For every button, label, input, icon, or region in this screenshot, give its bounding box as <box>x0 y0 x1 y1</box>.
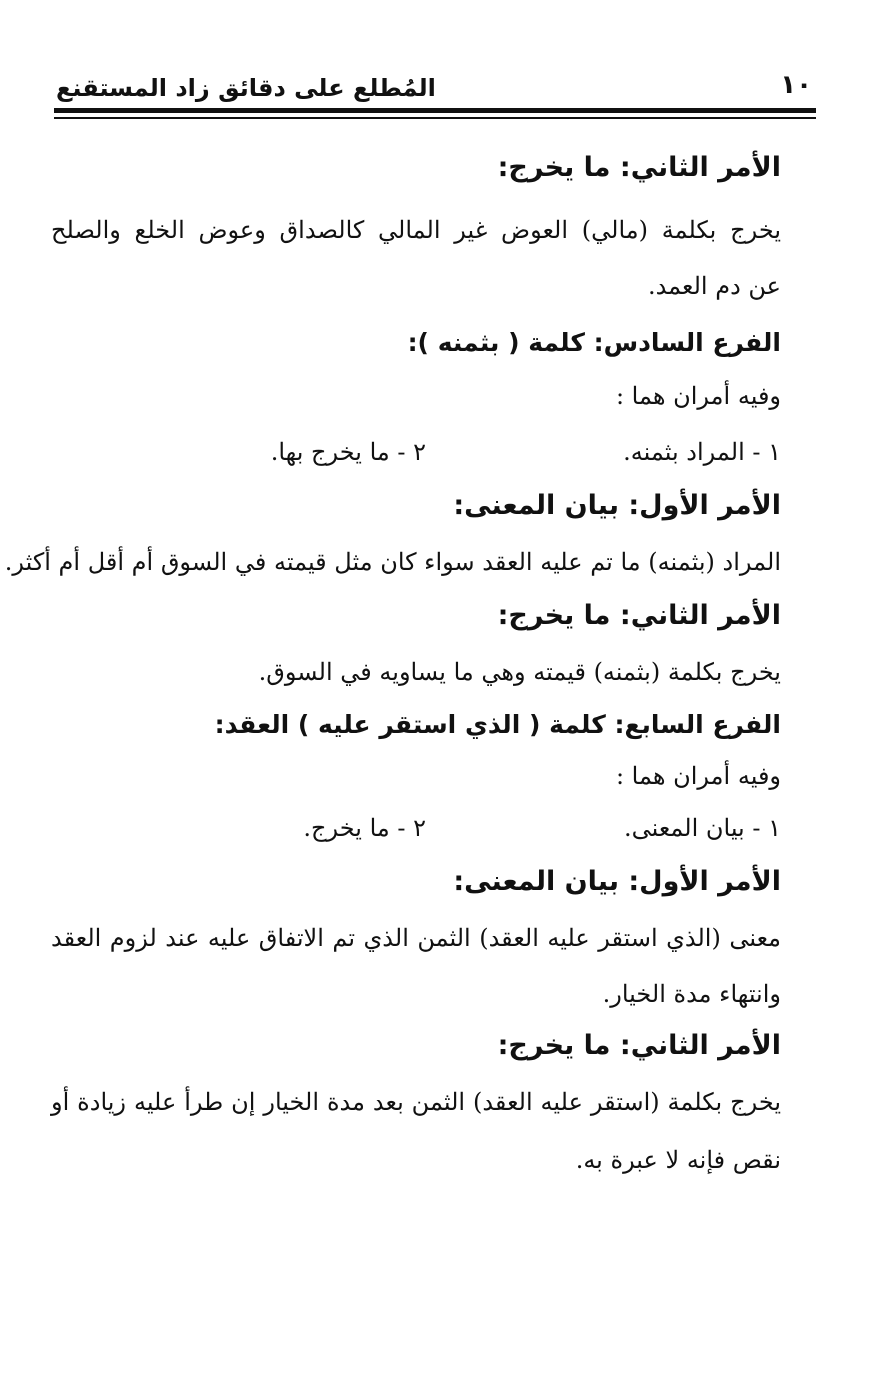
list-item: ١ - بيان المعنى. <box>623 814 781 842</box>
list-item: ١ - المراد بثمنه. <box>623 438 781 466</box>
paragraph-line: يخرج بكلمة (مالي) العوض غير المالي كالصداق وعوض الخلع والصلح <box>51 216 781 244</box>
page-number: ١٠ <box>780 70 812 100</box>
branch-seven-title: الفرع السابع: كلمة ( الذي استقر عليه ) العقد: <box>214 710 781 739</box>
list-item: ٢ - ما يخرج بها. <box>270 438 426 466</box>
branch-seven-intro: وفيه أمران هما : <box>615 762 781 790</box>
branch-six-intro: وفيه أمران هما : <box>615 382 781 410</box>
section-heading-what-is-excluded: الأمر الثاني: ما يخرج: <box>497 600 781 631</box>
header-rule-thin <box>54 117 816 119</box>
paragraph-line: وانتهاء مدة الخيار. <box>602 980 781 1008</box>
branch-six-title: الفرع السادس: كلمة ( بثمنه ): <box>407 328 781 357</box>
section-heading-meaning: الأمر الأول: بيان المعنى: <box>453 866 781 897</box>
paragraph-line: نقص فإنه لا عبرة به. <box>575 1146 781 1174</box>
paragraph-line: يخرج بكلمة (استقر عليه العقد) الثمن بعد مدة الخيار إن طرأ عليه زيادة أو <box>51 1088 781 1116</box>
running-title: المُطلع على دقائق زاد المستقنع <box>56 74 436 102</box>
list-item: ٢ - ما يخرج. <box>303 814 426 842</box>
paragraph-line: معنى (الذي استقر عليه العقد) الثمن الذي تم الاتفاق عليه عند لزوم العقد <box>51 924 781 952</box>
paragraph-line: المراد (بثمنه) ما تم عليه العقد سواء كان مثل قيمته في السوق أم أقل أم أكثر. <box>4 548 781 576</box>
section-heading-meaning: الأمر الأول: بيان المعنى: <box>453 490 781 521</box>
paragraph-line: يخرج بكلمة (بثمنه) قيمته وهي ما يساويه في السوق. <box>258 658 781 686</box>
section-heading-what-is-excluded: الأمر الثاني: ما يخرج: <box>497 1030 781 1061</box>
section-heading-what-is-excluded: الأمر الثاني: ما يخرج: <box>497 152 781 183</box>
paragraph-line: عن دم العمد. <box>647 272 781 300</box>
header-rule-thick <box>54 108 816 113</box>
page-header <box>56 70 812 100</box>
